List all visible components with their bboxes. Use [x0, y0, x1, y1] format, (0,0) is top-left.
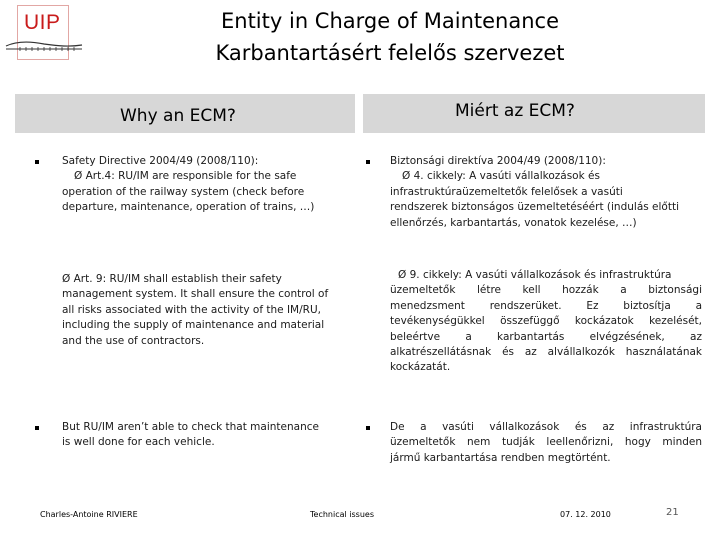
- text-line: De a vasúti vállalkozások és az infrastruktúra: [390, 421, 702, 433]
- bullet-marker: [35, 426, 39, 430]
- logo-text: UIP: [24, 11, 61, 34]
- left-heading: Why an ECM?: [120, 106, 236, 126]
- left-heading-band: [15, 94, 355, 133]
- page-number: 21: [666, 507, 679, 518]
- footer-author: Charles-Antoine RIVIERE: [40, 510, 138, 519]
- text-line: management system. It shall ensure the control of: [62, 288, 329, 301]
- text-line: Biztonsági direktíva 2004/49 (2008/110):: [390, 155, 606, 167]
- right-paragraph-article-9: [390, 268, 702, 376]
- left-paragraph-safety-directive: [62, 154, 352, 216]
- right-heading-band: [363, 94, 705, 133]
- page-title-hungarian: Karbantartásért felelős szervezet: [215, 41, 565, 65]
- right-paragraph-conclusion: [390, 420, 702, 466]
- text-line: all risks associated with the activity of the IM/RU,: [62, 303, 321, 316]
- text-line: including the supply of maintenance and material: [62, 319, 325, 332]
- left-paragraph-conclusion: [62, 420, 352, 451]
- text-line: üzemeltetők nem tudják leellenőrizni, hogy minden: [390, 436, 702, 449]
- page-title-english: Entity in Charge of Maintenance: [221, 9, 559, 33]
- text-line: Safety Directive 2004/49 (2008/110):: [62, 155, 259, 167]
- bullet-marker: [35, 160, 39, 164]
- bullet-marker: [366, 426, 370, 430]
- left-paragraph-article-9: [62, 272, 347, 349]
- bullet-marker: [366, 160, 370, 164]
- text-line: kockázatát.: [390, 361, 451, 374]
- text-line: operation of the railway system (check before: [62, 185, 305, 198]
- text-line: Ø 4. cikkely: A vasúti vállalkozások és: [402, 170, 600, 183]
- text-line: tevékenységükkel összefüggő kockázatok kezelését,: [390, 315, 702, 328]
- footer-topic: Technical issues: [310, 510, 374, 519]
- right-heading: Miért az ECM?: [455, 101, 575, 121]
- text-line: is well done for each vehicle.: [62, 436, 215, 449]
- footer-date: 07. 12. 2010: [560, 510, 611, 519]
- text-line: infrastruktúraüzemeltetők felelősek a vasúti: [390, 185, 623, 198]
- text-line: menedzsment rendszerüket. Ez biztosítja a: [390, 299, 702, 312]
- text-line: üzemeltetők létre kell hozzák a biztonsági: [390, 284, 702, 297]
- text-line: and the use of contractors.: [62, 334, 205, 347]
- text-line: beleértve a karbantartás elvégzésének, az: [390, 330, 702, 343]
- text-line: jármű karbantartása rendben megtörtént.: [390, 451, 611, 464]
- text-line: rendszerek biztonságos üzemeltetéséért (indulás előtti: [390, 201, 680, 214]
- logo-rail-graphic: [4, 38, 84, 52]
- text-line: ellenőrzés, karbantartás, vonatok kezelése, …): [390, 216, 637, 229]
- text-line: alkatrészellátásnak és az alvállalkozók használatának: [390, 346, 702, 359]
- right-paragraph-safety-directive: [390, 154, 702, 231]
- text-line: departure, maintenance, operation of trains, …): [62, 201, 315, 214]
- text-line: But RU/IM aren’t able to check that maintenance: [62, 421, 319, 433]
- text-line: Ø Art.4: RU/IM are responsible for the safe: [74, 170, 297, 183]
- text-line: Ø 9. cikkely: A vasúti vállalkozások és infrastruktúra: [398, 269, 672, 281]
- text-line: Ø Art. 9: RU/IM shall establish their safety: [62, 273, 282, 285]
